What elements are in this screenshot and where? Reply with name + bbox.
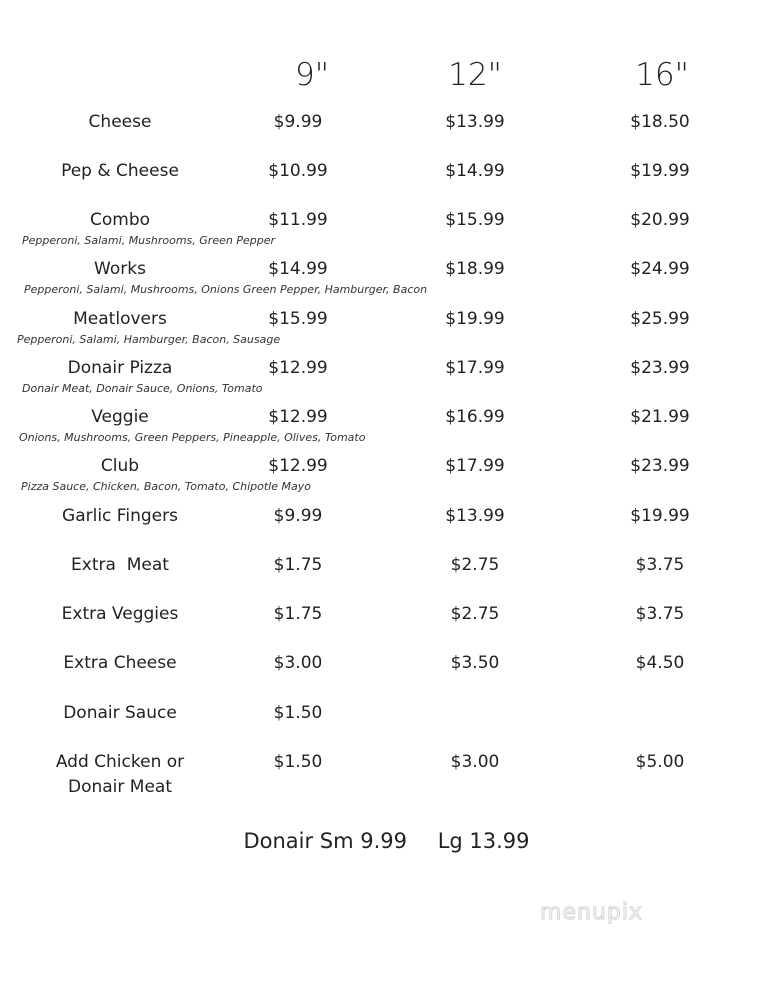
item-name: Club bbox=[100, 456, 140, 476]
size-header-12: 12" bbox=[448, 57, 502, 93]
price-9: $11.99 bbox=[268, 210, 328, 230]
price-16: $20.99 bbox=[630, 210, 690, 230]
price-12: $15.99 bbox=[445, 210, 505, 230]
price-12: $18.99 bbox=[445, 259, 505, 279]
item-description: Pepperoni, Salami, Mushrooms, Onions Green Pepper, Hamburger, Bacon bbox=[24, 283, 428, 296]
item-name: Works bbox=[94, 259, 146, 279]
item-name: Donair Sauce bbox=[63, 703, 177, 723]
item-name: Extra Cheese bbox=[63, 653, 177, 673]
price-12: $17.99 bbox=[445, 358, 505, 378]
price-12: $3.00 bbox=[450, 752, 500, 772]
size-header-9: 9" bbox=[295, 57, 329, 93]
item-description: Donair Meat, Donair Sauce, Onions, Tomato bbox=[22, 382, 263, 395]
item-name: Garlic Fingers bbox=[62, 506, 178, 526]
price-12: $13.99 bbox=[445, 506, 505, 526]
price-9: $1.50 bbox=[273, 703, 323, 723]
price-16: $24.99 bbox=[630, 259, 690, 279]
price-9: $14.99 bbox=[268, 259, 328, 279]
donair-footer bbox=[0, 829, 773, 853]
item-name: Pep & Cheese bbox=[61, 161, 179, 181]
price-16: $23.99 bbox=[630, 358, 690, 378]
price-9: $9.99 bbox=[273, 506, 323, 526]
price-16: $3.75 bbox=[635, 555, 685, 575]
donair-small-price: Donair Sm 9.99 bbox=[243, 829, 408, 853]
size-header-16: 16" bbox=[635, 57, 689, 93]
item-name: Extra Veggies bbox=[61, 604, 179, 624]
donair-large-price: Lg 13.99 bbox=[437, 829, 530, 853]
price-16: $19.99 bbox=[630, 161, 690, 181]
price-9: $1.75 bbox=[273, 604, 323, 624]
price-12: $2.75 bbox=[450, 604, 500, 624]
menupix-watermark: menupix bbox=[540, 900, 643, 925]
price-12: $3.50 bbox=[450, 653, 500, 673]
price-16: $19.99 bbox=[630, 506, 690, 526]
price-12: $16.99 bbox=[445, 407, 505, 427]
price-9: $12.99 bbox=[268, 358, 328, 378]
price-12: $13.99 bbox=[445, 112, 505, 132]
price-16: $4.50 bbox=[635, 653, 685, 673]
item-name: Meatlovers bbox=[73, 309, 167, 329]
item-name: Add Chicken or Donair Meat bbox=[55, 752, 185, 797]
price-9: $3.00 bbox=[273, 653, 323, 673]
item-name: Veggie bbox=[91, 407, 149, 427]
item-description: Onions, Mushrooms, Green Peppers, Pineapple, Olives, Tomato bbox=[19, 431, 366, 444]
item-description: Pizza Sauce, Chicken, Bacon, Tomato, Chipotle Mayo bbox=[21, 480, 311, 493]
price-12: $19.99 bbox=[445, 309, 505, 329]
price-16: $23.99 bbox=[630, 456, 690, 476]
price-9: $15.99 bbox=[268, 309, 328, 329]
item-description: Pepperoni, Salami, Mushrooms, Green Pepper bbox=[22, 234, 275, 247]
price-16: $3.75 bbox=[635, 604, 685, 624]
price-12: $2.75 bbox=[450, 555, 500, 575]
price-9: $1.75 bbox=[273, 555, 323, 575]
price-9: $12.99 bbox=[268, 407, 328, 427]
item-name: Cheese bbox=[88, 112, 152, 132]
price-16: $5.00 bbox=[635, 752, 685, 772]
price-16: $25.99 bbox=[630, 309, 690, 329]
price-9: $10.99 bbox=[268, 161, 328, 181]
price-12: $14.99 bbox=[445, 161, 505, 181]
price-12: $17.99 bbox=[445, 456, 505, 476]
item-name: Donair Pizza bbox=[67, 358, 173, 378]
item-name: Extra Meat bbox=[71, 555, 169, 575]
price-9: $1.50 bbox=[273, 752, 323, 772]
price-9: $9.99 bbox=[273, 112, 323, 132]
price-9: $12.99 bbox=[268, 456, 328, 476]
item-name: Combo bbox=[89, 210, 151, 230]
item-description: Pepperoni, Salami, Hamburger, Bacon, Sausage bbox=[17, 333, 281, 346]
price-16: $18.50 bbox=[630, 112, 690, 132]
price-16: $21.99 bbox=[630, 407, 690, 427]
